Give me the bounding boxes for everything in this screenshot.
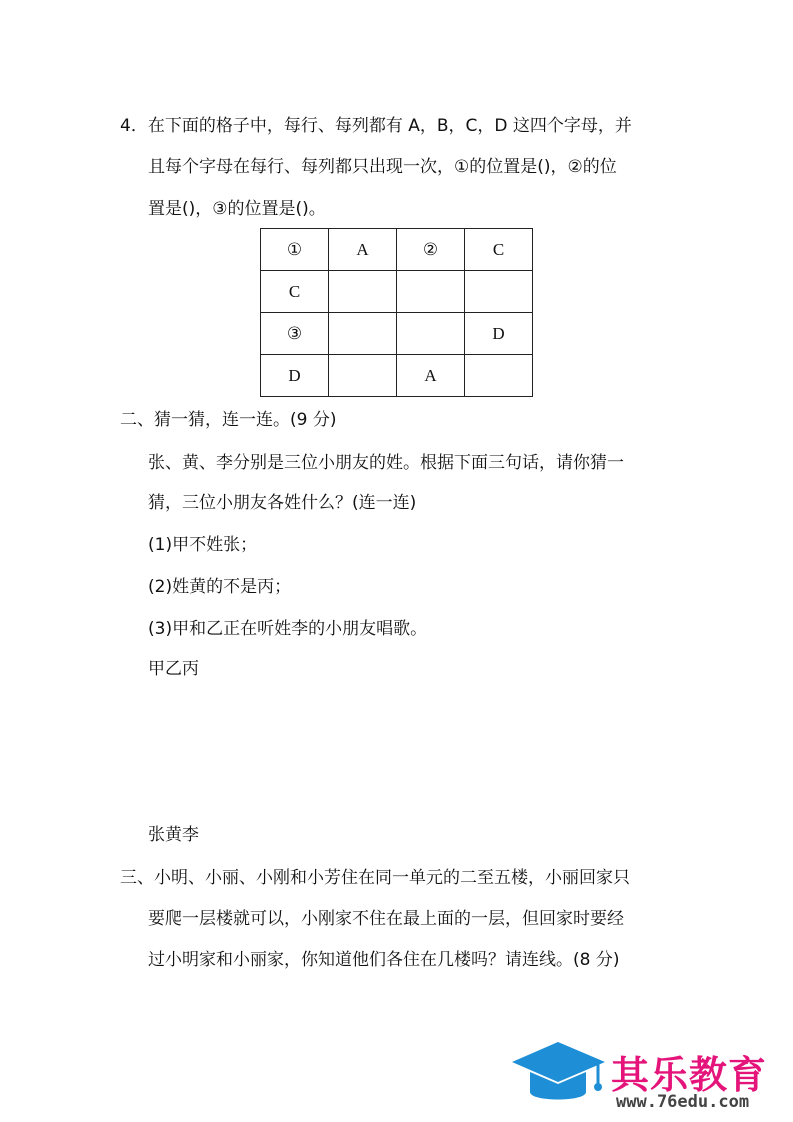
grid-cell: A — [397, 355, 465, 397]
grid-cell: C — [465, 229, 533, 271]
section-2-intro-2: 猜，三位小朋友各姓什么？(连一连) — [148, 493, 417, 513]
grid-row — [261, 313, 533, 355]
section-3-line-3: 过小明家和小丽家，你知道他们各住在几楼吗？请连线。(8 分) — [148, 950, 620, 970]
grid-cell: A — [329, 229, 397, 271]
grid-cell: ③ — [261, 313, 329, 355]
grid-cell — [329, 313, 397, 355]
grid-cell — [397, 313, 465, 355]
section-2-intro-1: 张、黄、李分别是三位小朋友的姓。根据下面三句话，请你猜一 — [148, 453, 624, 473]
grid-row — [261, 355, 533, 397]
surname-options: 张黄李 — [148, 825, 199, 845]
logo-url: www.76edu.com — [616, 1092, 750, 1112]
clue-2: (2)姓黄的不是丙； — [148, 577, 292, 597]
section-3-line-2: 要爬一层楼就可以，小刚家不住在最上面的一层，但回家时要经 — [148, 909, 624, 929]
clue-1: (1)甲不姓张； — [148, 535, 258, 555]
grid-cell: ② — [397, 229, 465, 271]
letter-grid — [260, 228, 533, 397]
grid-cell — [465, 355, 533, 397]
section-3-line-1: 三、小明、小丽、小刚和小芳住在同一单元的二至五楼，小丽回家只 — [120, 868, 630, 888]
children-names: 甲乙丙 — [148, 659, 199, 679]
grid-cell: ① — [261, 229, 329, 271]
grid-cell — [329, 271, 397, 313]
logo-name: 其乐教育 — [611, 1053, 768, 1097]
q4-line-3: 置是()，③的位置是()。 — [148, 199, 326, 219]
clue-3: (3)甲和乙正在听姓李的小朋友唱歌。 — [148, 619, 428, 639]
grid-cell — [397, 271, 465, 313]
grid-row — [261, 271, 533, 313]
grid-cell: D — [465, 313, 533, 355]
graduation-cap-icon — [508, 1040, 613, 1116]
grid-cell — [465, 271, 533, 313]
q4-line-1: 4．在下面的格子中，每行、每列都有 A，B，C，D 这四个字母，并 — [120, 116, 632, 136]
section-2-heading: 二、猜一猜，连一连。(9 分) — [120, 410, 337, 430]
grid-cell: C — [261, 271, 329, 313]
grid-cell — [329, 355, 397, 397]
q4-line-2: 且每个字母在每行、每列都只出现一次，①的位置是()，②的位 — [148, 157, 617, 177]
grid-row — [261, 229, 533, 271]
grid-cell: D — [261, 355, 329, 397]
